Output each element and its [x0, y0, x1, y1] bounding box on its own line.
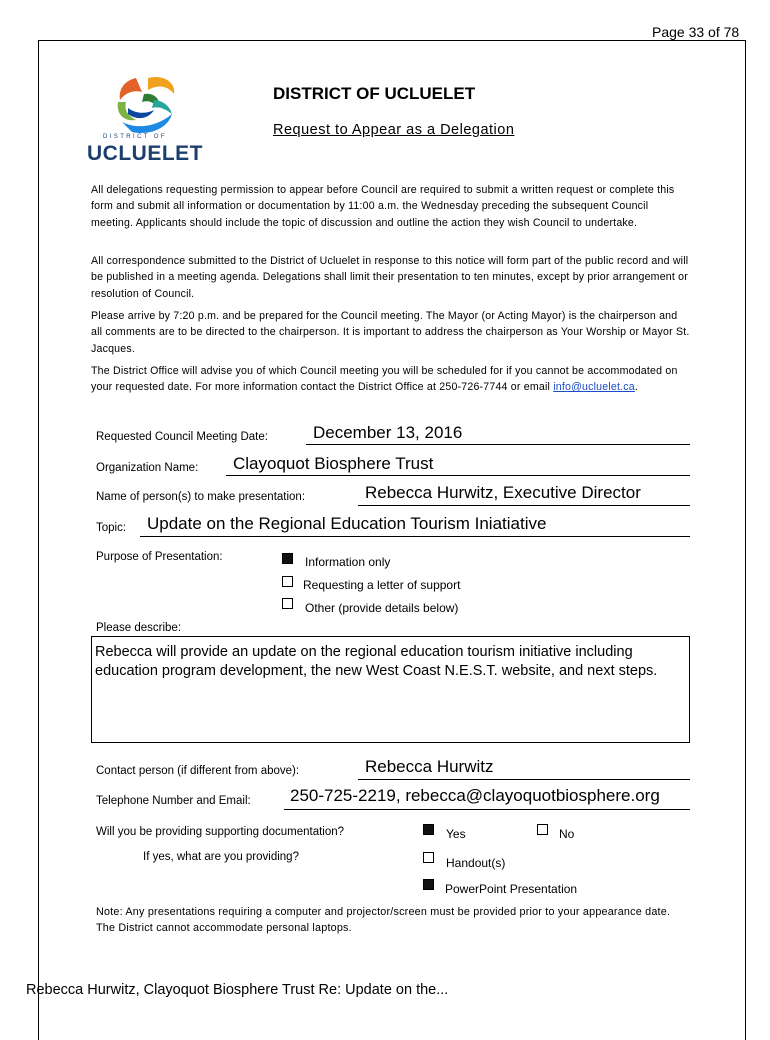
docs-yes-checkbox[interactable]: [423, 824, 434, 835]
phone-email-underline: [284, 809, 690, 810]
docs-yes-label: Yes: [446, 827, 466, 841]
intro-paragraph: [91, 363, 691, 396]
meeting-date-underline: [306, 444, 690, 445]
footer-caption: Rebecca Hurwitz, Clayoquot Biosphere Trust Re: Update on the...: [26, 982, 449, 998]
logo-subtitle: DISTRICT OF: [103, 134, 167, 140]
contact-field[interactable]: Rebecca Hurwitz: [365, 757, 494, 776]
docs-what-label: If yes, what are you providing?: [143, 851, 299, 863]
meeting-date-field[interactable]: December 13, 2016: [313, 423, 463, 442]
docs-no-label: No: [559, 827, 575, 841]
organization-underline: [226, 475, 690, 476]
presenter-label: Name of person(s) to make presentation:: [96, 491, 306, 503]
describe-text: Rebecca will provide an update on the regional education tourism initiative including education program development, the new West Coast N.E.S.T. website, and next steps.: [95, 644, 658, 679]
page-title: DISTRICT OF UCLUELET: [273, 84, 476, 103]
organization-field[interactable]: Clayoquot Biosphere Trust: [233, 454, 434, 473]
phone-email-field[interactable]: 250-725-2219, rebecca@clayoquotbiosphere.org: [290, 786, 660, 805]
intro-text: The District Office will advise you of which Council meeting you will be scheduled for if you cannot be accommodated on your requested date. For more information contact the District Office at 250-726-7744 or email: [91, 365, 678, 394]
purpose-information-checkbox[interactable]: [282, 553, 293, 564]
intro-text-end: .: [634, 381, 639, 394]
purpose-letter-label: Requesting a letter of support: [303, 578, 461, 592]
purpose-other-checkbox[interactable]: [282, 598, 293, 609]
purpose-information-label: Information only: [305, 555, 391, 569]
page-subtitle: Request to Appear as a Delegation: [273, 122, 515, 138]
topic-underline: [140, 536, 690, 537]
meeting-date-label: Requested Council Meeting Date:: [96, 431, 268, 443]
contact-underline: [358, 779, 690, 780]
purpose-other-label: Other (provide details below): [305, 601, 459, 615]
presenter-underline: [358, 505, 690, 506]
docs-powerpoint-checkbox[interactable]: [423, 879, 434, 890]
intro-paragraph: All correspondence submitted to the District of Ucluelet in response to this notice will form part of the public record and will be published in a meeting agenda. Delegations shall limit their presentation to ten minutes, except by prior arrangement or resolution of Council.: [91, 255, 689, 300]
docs-powerpoint-label: PowerPoint Presentation: [445, 882, 578, 896]
phone-email-label: Telephone Number and Email:: [96, 795, 251, 807]
purpose-label: Purpose of Presentation:: [96, 551, 223, 563]
docs-no-checkbox[interactable]: [537, 824, 548, 835]
contact-label: Contact person (if different from above):: [96, 765, 300, 777]
supporting-docs-label: Will you be providing supporting documentation?: [96, 826, 345, 838]
topic-label: Topic:: [96, 522, 127, 534]
organization-label: Organization Name:: [96, 462, 199, 474]
note-text: Note: Any presentations requiring a computer and projector/screen must be provided prior to your appearance date. The District cannot accommodate personal laptops.: [96, 906, 671, 934]
presenter-field[interactable]: Rebecca Hurwitz, Executive Director: [365, 483, 641, 502]
email-link[interactable]: info@ucluelet.ca: [553, 381, 635, 394]
topic-field[interactable]: Update on the Regional Education Tourism Iniatiative: [147, 514, 547, 533]
intro-paragraph: All delegations requesting permission to appear before Council are required to submit a written request or complete this form and submit all information or documentation by 11:00 a.m. the Wednesday preceding the subsequent Council meeting. Applicants should include the topic of discussion and outline the action they wish Council to undertake.: [91, 184, 675, 229]
docs-handouts-checkbox[interactable]: [423, 852, 434, 863]
intro-paragraph: Please arrive by 7:20 p.m. and be prepared for the Council meeting. The Mayor (or Acting Mayor) is the chairperson and all comments are to be directed to the chairperson. It is important to address the chairperson as Your Worship or Mayor St. Jacques.: [91, 310, 690, 355]
docs-handouts-label: Handout(s): [446, 856, 506, 870]
describe-label: Please describe:: [96, 622, 182, 634]
logo-name: UCLUELET: [87, 142, 203, 165]
purpose-letter-checkbox[interactable]: [282, 576, 293, 587]
page-number: Page 33 of 78: [652, 24, 740, 40]
